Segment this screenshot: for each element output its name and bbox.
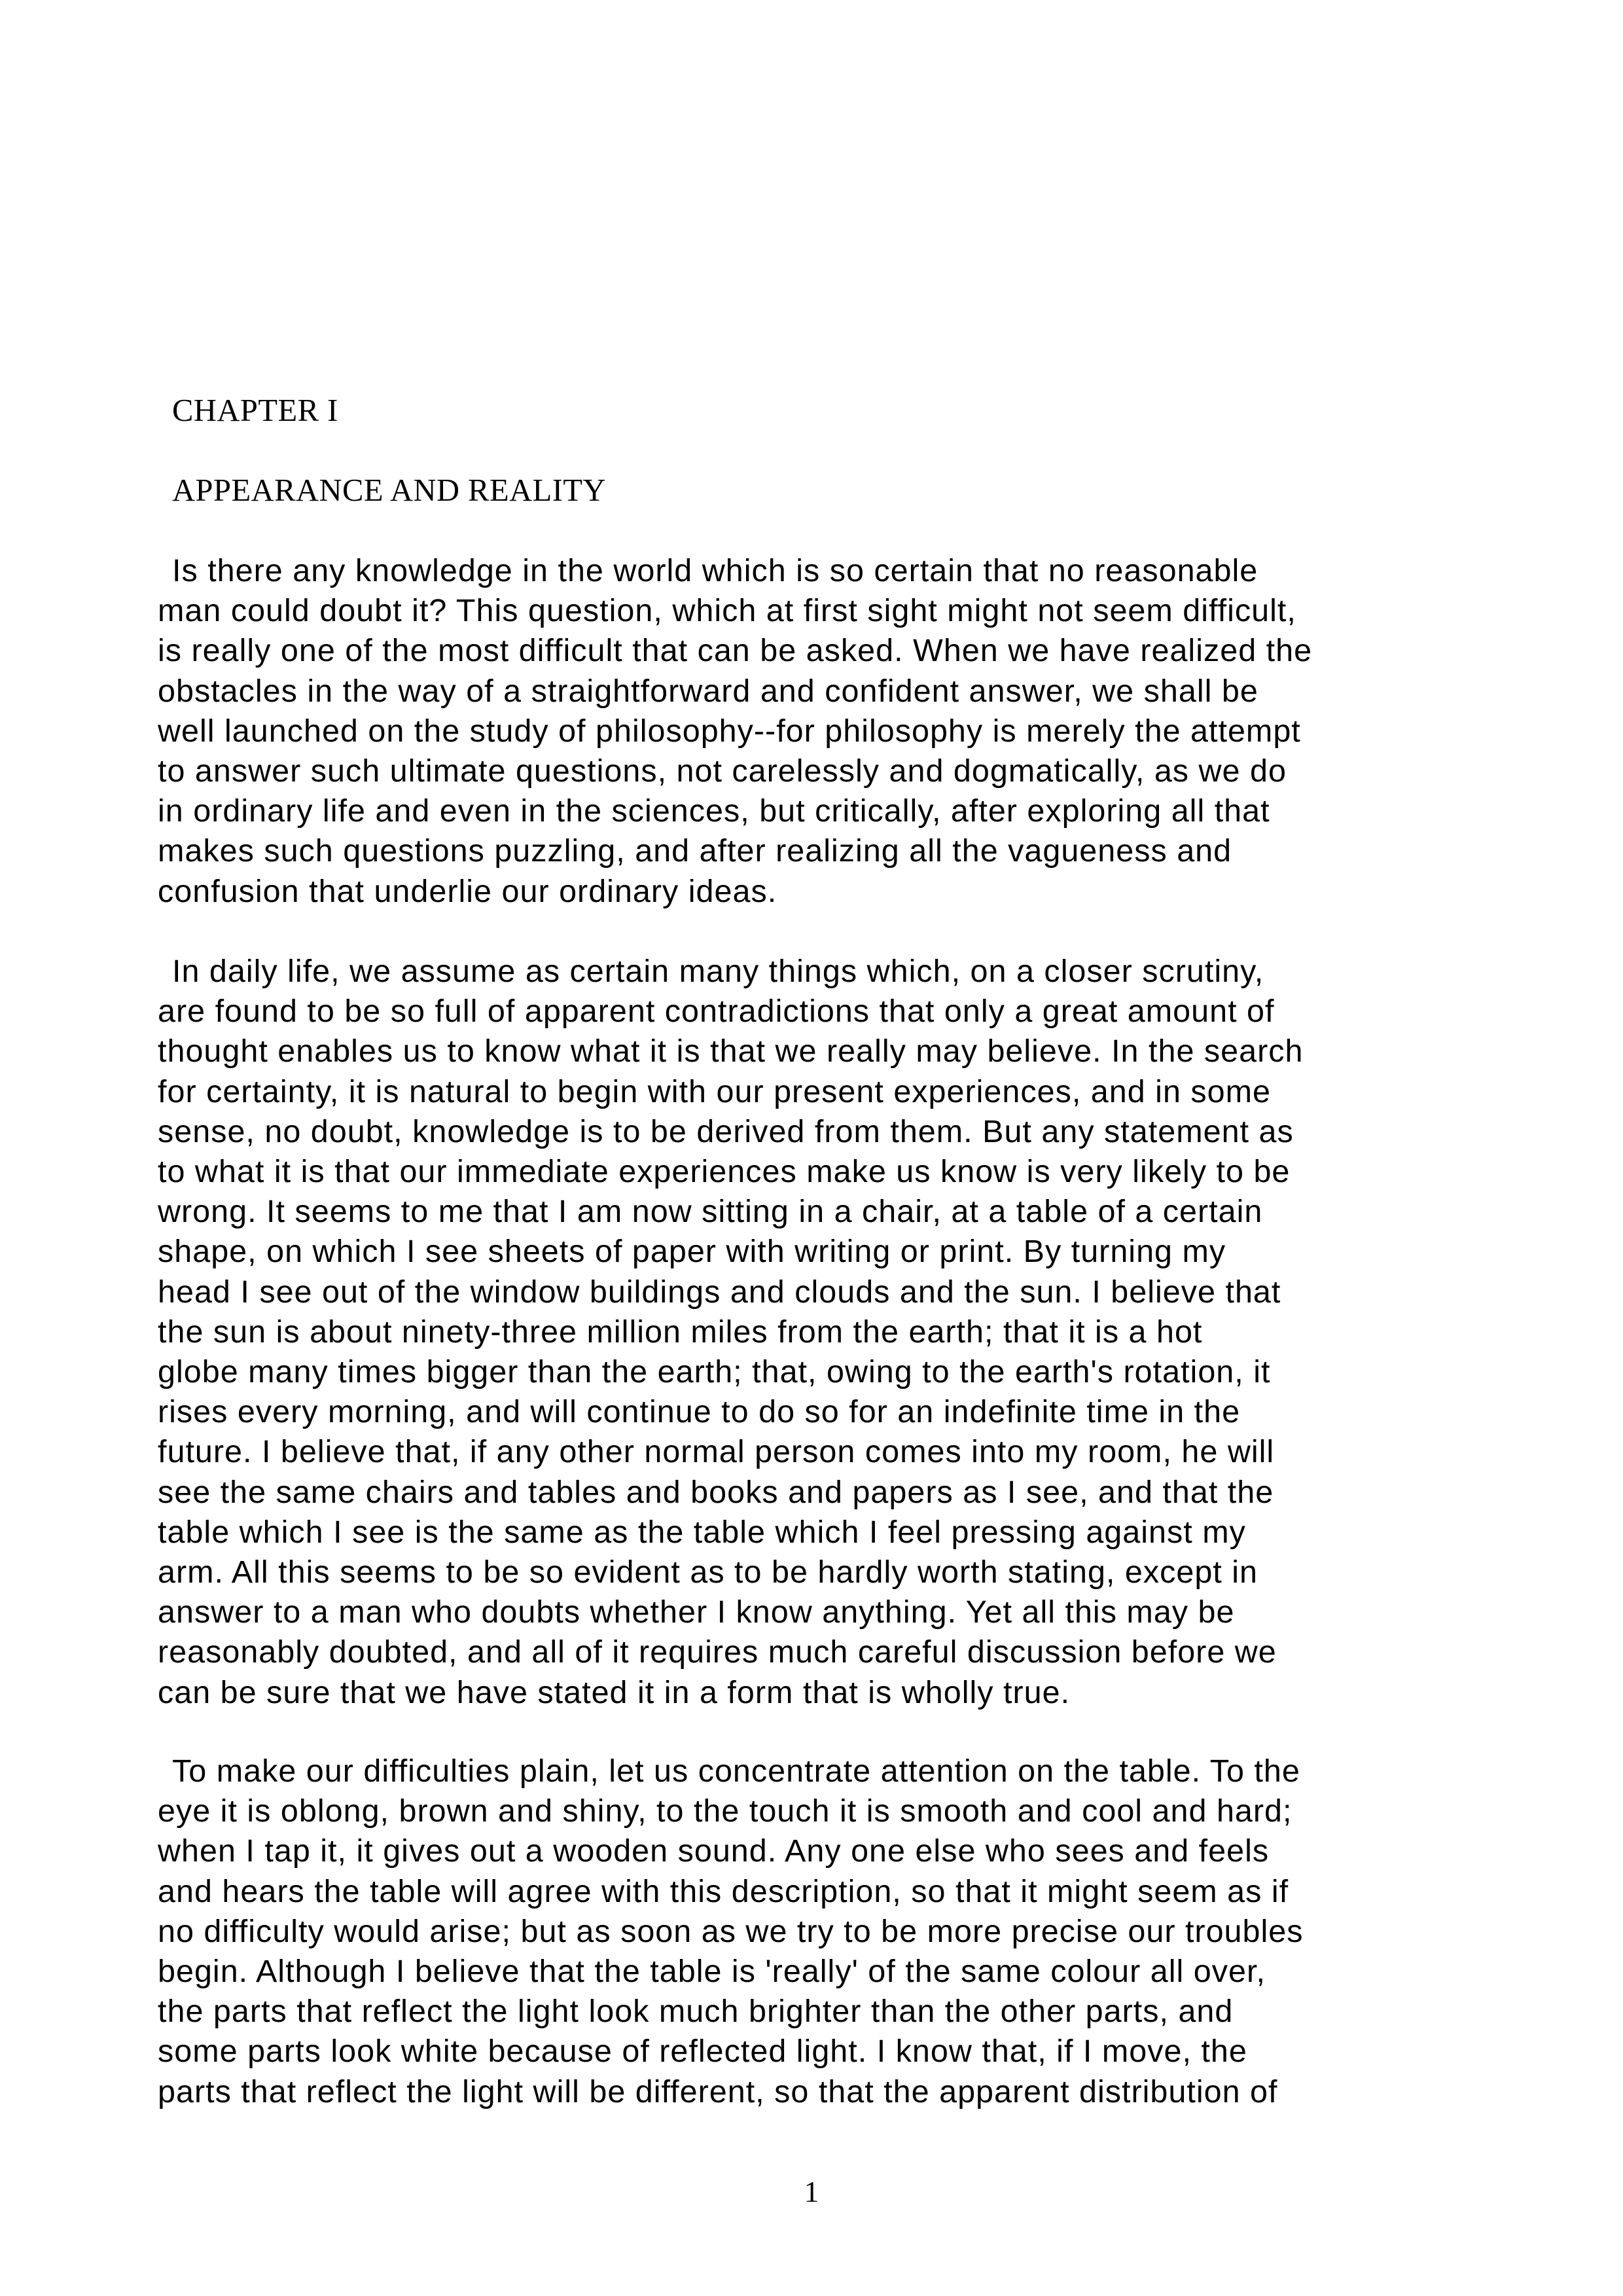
- paragraph-line: no difficulty would arise; but as soon as we try to be more precise our troubles: [158, 1913, 1304, 1949]
- paragraph-line: head I see out of the window buildings and clouds and the sun. I believe that: [158, 1274, 1281, 1310]
- paragraph-line: obstacles in the way of a straightforward and confident answer, we shall be: [158, 673, 1258, 709]
- paragraph-line: in ordinary life and even in the sciences, but critically, after exploring all that: [158, 793, 1270, 829]
- paragraph-line: when I tap it, it gives out a wooden sound. Any one else who sees and feels: [158, 1833, 1270, 1869]
- chapter-number: CHAPTER I: [172, 393, 338, 428]
- paragraph-2: [158, 952, 1486, 1713]
- paragraph-line: see the same chairs and tables and books and papers as I see, and that the: [158, 1474, 1274, 1510]
- paragraph-line: future. I believe that, if any other normal person comes into my room, he will: [158, 1434, 1275, 1470]
- paragraph-line: To make our difficulties plain, let us concentrate attention on the table. To the: [172, 1753, 1300, 1789]
- paragraph-line: for certainty, it is natural to begin with our present experiences, and in some: [158, 1073, 1272, 1109]
- chapter-title: APPEARANCE AND REALITY: [172, 473, 607, 508]
- paragraph-line: Is there any knowledge in the world which is so certain that no reasonable: [172, 553, 1258, 588]
- paragraph-line: the sun is about ninety-three million miles from the earth; that it is a hot: [158, 1314, 1203, 1350]
- paragraph-3: [158, 1751, 1486, 2112]
- paragraph-line: begin. Although I believe that the table is 'really' of the same colour all over,: [158, 1954, 1266, 1990]
- paragraph-line: sense, no doubt, knowledge is to be derived from them. But any statement as: [158, 1113, 1294, 1149]
- paragraph-line: to answer such ultimate questions, not carelessly and dogmatically, as we do: [158, 753, 1287, 789]
- paragraph-line: well launched on the study of philosophy--for philosophy is merely the attempt: [158, 713, 1301, 749]
- paragraph-line: arm. All this seems to be so evident as to be hardly worth stating, except in: [158, 1554, 1258, 1590]
- paragraph-line: can be sure that we have stated it in a form that is wholly true.: [158, 1674, 1071, 1710]
- paragraph-line: to what it is that our immediate experiences make us know is very likely to be: [158, 1154, 1291, 1190]
- paragraph-line: In daily life, we assume as certain many things which, on a closer scrutiny,: [172, 954, 1264, 989]
- page-number: 1: [804, 2175, 819, 2208]
- paragraph-line: the parts that reflect the light look much brighter than the other parts, and: [158, 1994, 1234, 2030]
- paragraph-line: rises every morning, and will continue to do so for an indefinite time in the: [158, 1394, 1241, 1430]
- paragraph-line: answer to a man who doubts whether I know anything. Yet all this may be: [158, 1594, 1235, 1630]
- paragraph-1: [158, 551, 1486, 912]
- paragraph-line: man could doubt it? This question, which at first sight might not seem difficult,: [158, 593, 1296, 629]
- paragraph-line: makes such questions puzzling, and after realizing all the vagueness and: [158, 833, 1232, 869]
- paragraph-line: table which I see is the same as the table which I feel pressing against my: [158, 1514, 1246, 1550]
- paragraph-line: parts that reflect the light will be different, so that the apparent distribution of: [158, 2073, 1278, 2109]
- paragraph-line: confusion that underlie our ordinary ideas.: [158, 873, 777, 909]
- paragraph-line: some parts look white because of reflected light. I know that, if I move, the: [158, 2034, 1247, 2070]
- paragraph-line: shape, on which I see sheets of paper with writing or print. By turning my: [158, 1234, 1226, 1270]
- paragraph-line: are found to be so full of apparent contradictions that only a great amount of: [158, 994, 1275, 1030]
- paragraph-line: wrong. It seems to me that I am now sitting in a chair, at a table of a certain: [158, 1194, 1263, 1230]
- paragraph-line: globe many times bigger than the earth; that, owing to the earth's rotation, it: [158, 1354, 1271, 1390]
- paragraph-line: thought enables us to know what it is that we really may believe. In the search: [158, 1033, 1304, 1069]
- paragraph-line: is really one of the most difficult that can be asked. When we have realized the: [158, 633, 1313, 669]
- paragraph-line: reasonably doubted, and all of it requires much careful discussion before we: [158, 1634, 1277, 1670]
- paragraph-line: eye it is oblong, brown and shiny, to the touch it is smooth and cool and hard;: [158, 1793, 1293, 1829]
- paragraph-line: and hears the table will agree with this description, so that it might seem as if: [158, 1873, 1289, 1909]
